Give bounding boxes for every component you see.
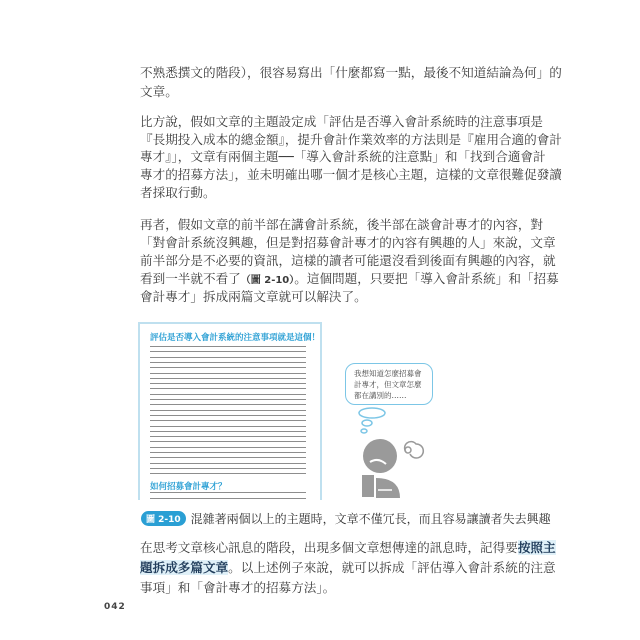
body-text-line: 『長期投入成本的總金額』，提升會計作業效率的方法則是『雇用合適的會計 bbox=[140, 132, 562, 147]
confused-person-icon bbox=[340, 400, 450, 510]
text-placeholder-line bbox=[150, 367, 306, 368]
text-placeholder-line bbox=[150, 410, 306, 411]
body-text-line: 事項」和「會計專才的招募方法」。 bbox=[140, 580, 336, 595]
highlight-text: 按照主 bbox=[517, 540, 556, 555]
text-placeholder-line bbox=[150, 404, 306, 405]
text-placeholder-line bbox=[150, 383, 306, 384]
body-text-line: 文章。 bbox=[140, 84, 178, 99]
caption-text: 混雜著兩個以上的主題時，文章不僅冗長，而且容易讓讀者失去興趣 bbox=[190, 512, 551, 526]
text-placeholder-line bbox=[150, 415, 306, 416]
figure-caption bbox=[141, 510, 551, 527]
figure-document-subtitle: 如何招募會計專才？ bbox=[150, 482, 227, 492]
figure-reference: （圖 2-10） bbox=[240, 275, 295, 286]
text: 。這個問題，只要把「導入會計系統」和「招募 bbox=[294, 271, 559, 286]
figure-badge: 圖 2-10 bbox=[141, 511, 186, 526]
body-text-line: 前半部分是不必要的資訊，這樣的讀者可能還沒看到後面有興趣的內容，就 bbox=[140, 253, 556, 268]
thought-bubble bbox=[345, 363, 433, 405]
text-placeholder-line bbox=[150, 447, 306, 448]
thought-line: 都在講別的…… bbox=[354, 391, 407, 400]
body-text-line: 專才的招募方法」，並未明確出哪一個才是核心主題，這樣的文章很難促發讀 bbox=[140, 167, 562, 182]
body-text-line: 比方說，假如文章的主題設定成「評估是否導入會計系統時的注意事項是 bbox=[140, 114, 543, 129]
text-placeholder-line bbox=[150, 473, 306, 474]
text-placeholder-line bbox=[150, 492, 306, 493]
highlight-text: 題拆成多篇文章 bbox=[140, 560, 229, 575]
text-placeholder-line bbox=[150, 394, 306, 395]
text-placeholder-line bbox=[150, 420, 306, 421]
body-text-line: 不熟悉撰文的階段），很容易寫出「什麼都寫一點，最後不知道結論為何」的 bbox=[140, 65, 562, 80]
text-placeholder-line bbox=[150, 357, 306, 358]
text-placeholder-line bbox=[150, 373, 306, 374]
text-placeholder-line bbox=[150, 362, 306, 363]
figure-document-title: 評估是否導入會計系統的注意事項就是這個！ bbox=[150, 333, 321, 343]
body-text-line: 「對會計系統沒興趣，但是對招募會計專才的內容有興趣的人」來說，文章 bbox=[140, 235, 556, 250]
text-placeholder-line bbox=[150, 498, 306, 499]
body-text-line: 再者，假如文章的前半部在講會計系統，後半部在談會計專才的內容，對 bbox=[140, 217, 543, 232]
text-placeholder-line bbox=[150, 431, 306, 432]
text-placeholder-line bbox=[150, 378, 306, 379]
body-text-line bbox=[140, 271, 559, 289]
body-text-line: 會計專才」拆成兩篇文章就可以解決了。 bbox=[140, 289, 367, 304]
text: 。以上述例子來說，就可以拆成「評估導入會計系統的注意 bbox=[228, 560, 556, 575]
body-text-line bbox=[140, 540, 556, 556]
text-placeholder-line bbox=[150, 399, 306, 400]
text: 看到一半就不看了 bbox=[140, 271, 241, 286]
body-text-line bbox=[140, 560, 556, 576]
page-number: 042 bbox=[104, 602, 126, 612]
text-placeholder-line bbox=[150, 441, 306, 442]
thought-line: 計專才，但文章怎麼 bbox=[354, 380, 422, 389]
body-text-line: 者採取行動。 bbox=[140, 185, 216, 200]
text-placeholder-line bbox=[150, 468, 306, 469]
body-text-line: 專才』」，文章有兩個主題──「導入會計系統的注意點」和「找到合適會計 bbox=[140, 149, 546, 164]
text-placeholder-line bbox=[150, 463, 306, 464]
text-placeholder-line bbox=[150, 457, 306, 458]
thought-line: 我想知道怎麼招募會 bbox=[354, 369, 422, 378]
text-placeholder-line bbox=[150, 436, 306, 437]
text-placeholder-line bbox=[150, 426, 306, 427]
figure-document-illustration bbox=[138, 322, 322, 500]
text: 在思考文章核心訊息的階段，出現多個文章想傳達的訊息時，記得要 bbox=[140, 540, 518, 555]
text-placeholder-line bbox=[150, 388, 306, 389]
text-placeholder-line bbox=[150, 351, 306, 352]
text-placeholder-line bbox=[150, 346, 306, 347]
text-placeholder-line bbox=[150, 452, 306, 453]
